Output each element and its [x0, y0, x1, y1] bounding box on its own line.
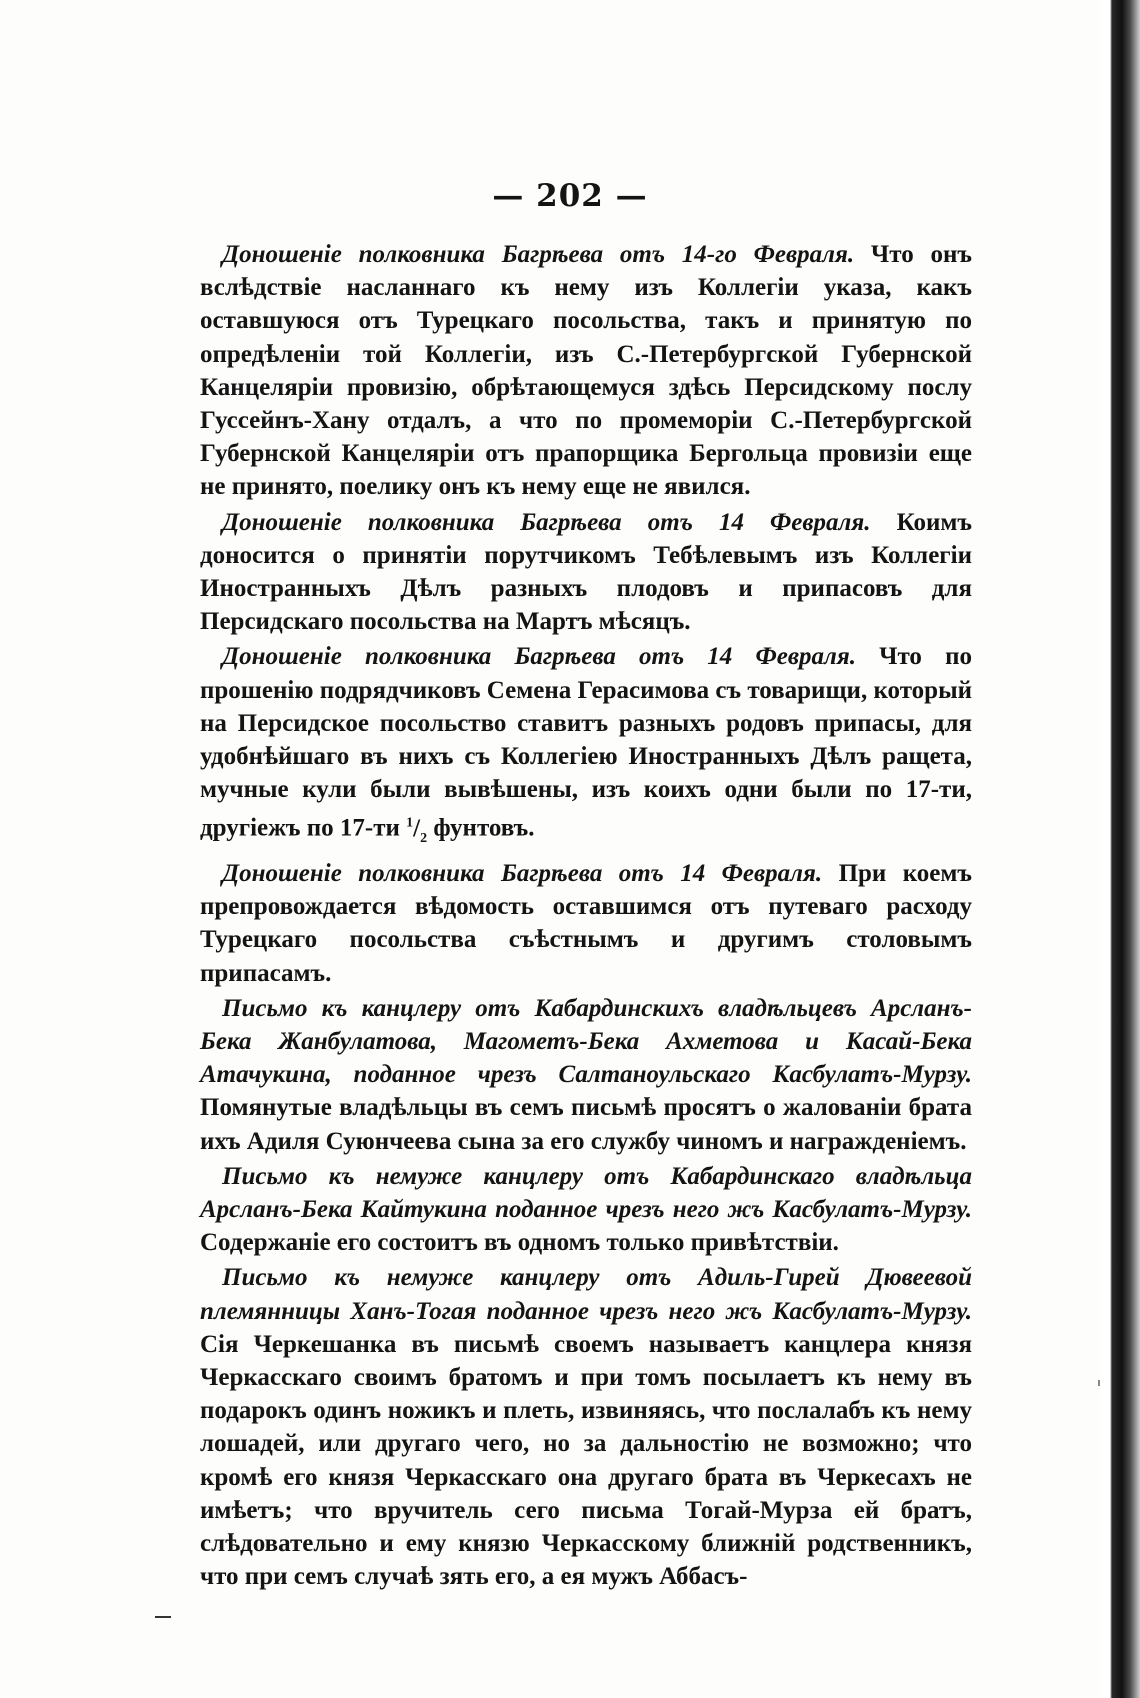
entry-heading: Доношеніе полковника Багрѣева отъ 14 Февраля.	[222, 508, 871, 536]
fraction-denominator: 2	[420, 830, 428, 846]
entry-6	[200, 1160, 972, 1260]
entry-body: Сія Черкешанка въ письмѣ своемъ называетъ канцлера князя Черкасскаго своимъ братомъ и при томъ посылаетъ къ нему въ подарокъ одинъ ножикъ и плеть, извиняясь, что послалабъ къ нему лошадей, или другаго чего, но за дальностію не возможно; что кромѣ его князя Черкасскаго она другаго брата въ Черкесахъ не имѣетъ; что вручитель сего письма Тогай-Мурза ей братъ, слѣдовательно и ему князю Черкасскому ближній родственникъ, что при семъ случаѣ зять его, а ея мужъ Аббасъ-	[200, 1330, 972, 1591]
entry-heading: Доношеніе полковника Багрѣева отъ 14 Февраля.	[222, 643, 856, 671]
entry-body: Что онъ вслѣдствіе насланнаго къ нему изъ Коллегіи указа, какъ оставшуюся отъ Турецкаго посольства, такъ и принятую по опредѣленіи той Коллегіи, изъ С.-Петербургской Губернской Канцеляріи провизію, обрѣтающемуся здѣсь Персидскому послу Гуссейнъ-Хану отдалъ, а что по промеморіи С.-Петербургской Губернской Канцеляріи отъ прапорщика Бергольца провизіи еще не принято, поелику онъ къ нему еще не явился.	[200, 241, 972, 501]
fraction-half: $^1/_2$	[406, 814, 428, 846]
entry-body: При коемъ препровождается вѣдомость оставшимся отъ путеваго расходу Турецкаго посольства съѣстнымъ и другимъ столовымъ припасамъ.	[200, 859, 973, 987]
entry-1	[200, 238, 972, 504]
entry-body-end: фунтовъ.	[427, 814, 535, 842]
entry-5	[200, 992, 972, 1158]
entry-body: Содержаніе его состоитъ въ одномъ только привѣтствіи.	[200, 1229, 839, 1257]
scan-speck	[1098, 1380, 1100, 1386]
entry-body: Что по прошенію подрядчиковъ Семена Герасимова съ товарищи, который на Персидское посольство ставитъ разныхъ родовъ припасы, для удобнѣйшаго въ нихъ съ Коллегіею Иностранныхъ Дѣлъ ращета, мучные кули были вывѣшены, изъ коихъ одни были по 17-ти, другіежъ по 17-ти	[200, 643, 972, 842]
entry-7	[200, 1261, 972, 1593]
book-spine-shadow	[1100, 0, 1140, 1698]
entry-heading: Письмо къ немуже канцлеру отъ Кабардинскаго владѣльца Арсланъ-Бека Кайтукина поданное чрезъ него жъ Касбулатъ-Мурзу.	[200, 1162, 972, 1224]
entry-heading: Письмо къ канцлеру отъ Кабардинскихъ владѣльцевъ Арсланъ-Бека Жанбулатова, Магометъ-Бека Ахметова и Касай-Бека Атачукина, поданное чрезъ Салтаноульскаго Касбулатъ-Мурзу.	[200, 994, 972, 1089]
entry-3	[200, 640, 972, 855]
fraction-numerator: 1	[406, 815, 414, 831]
margin-mark	[155, 1616, 171, 1618]
entry-heading: Письмо къ немуже канцлеру отъ Адиль-Гирей Дювеевой племянницы Ханъ-Тогая поданное чрезъ него жъ Касбулатъ-Мурзу.	[200, 1264, 972, 1325]
entry-heading: Доношеніе полковника Багрѣева отъ 14-го Февраля.	[222, 241, 855, 268]
entry-2	[200, 506, 972, 639]
entry-body: Помянутые владѣльцы въ семъ письмѣ просятъ о жалованіи брата ихъ Адиля Суюнчеева сына за его службу чиномъ и награжденіемъ.	[200, 1094, 972, 1155]
document-body	[200, 238, 972, 1595]
entry-heading: Доношеніе полковника Багрѣева отъ 14 Февраля.	[222, 859, 823, 887]
page-number: — 202 —	[492, 178, 648, 214]
entry-body: Коимъ доносится о принятіи порутчикомъ Тебѣлевымъ изъ Коллегіи Иностранныхъ Дѣлъ разныхъ плодовъ и припасовъ для Персидскаго посольства на Мартъ мѣсяцъ.	[200, 508, 973, 636]
entry-4	[200, 857, 972, 990]
